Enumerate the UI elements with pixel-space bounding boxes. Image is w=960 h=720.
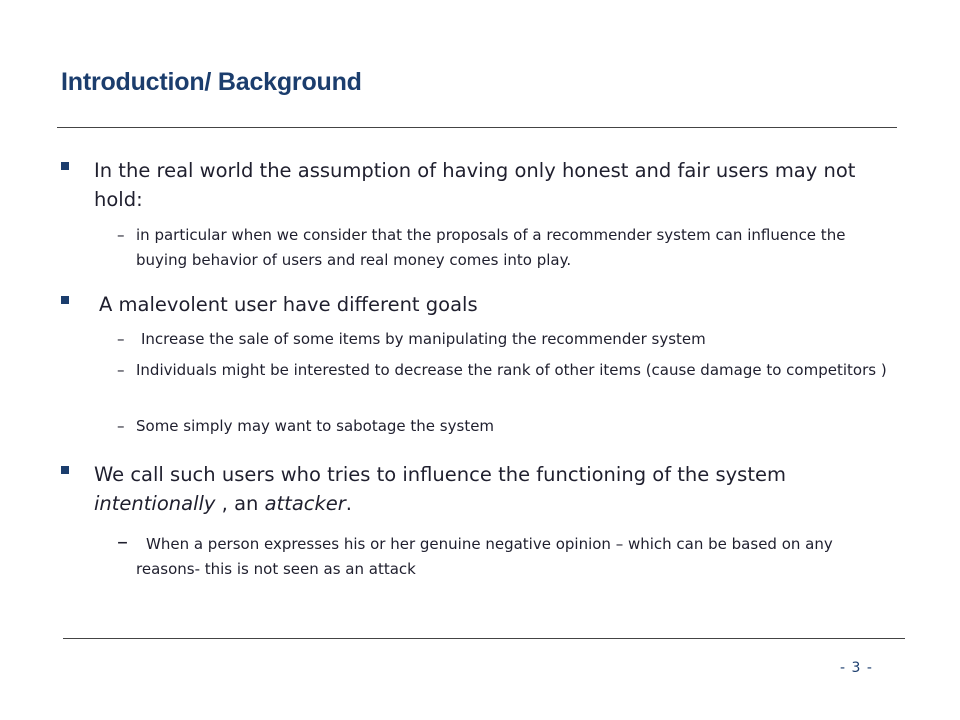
square-bullet-icon — [61, 466, 69, 474]
slide-title: Introduction/ Background — [61, 68, 362, 96]
bullet-text: In the real world the assumption of having only honest and fair users may not hold: — [94, 159, 856, 211]
dash-icon: – — [117, 330, 125, 348]
dash-icon: – — [117, 226, 125, 244]
sub-bullet-text: Individuals might be interested to decrease the rank of other items (cause damage to competitors ) — [136, 361, 887, 379]
dash-icon: – — [117, 361, 125, 379]
dash-icon: – — [117, 530, 128, 555]
sub-bullet-text: in particular when we consider that the proposals of a recommender system can influence the buying behavior of users and real money comes into play. — [136, 226, 846, 269]
square-bullet-icon — [61, 296, 69, 304]
dash-icon: – — [117, 417, 125, 435]
sub-bullet-text: Increase the sale of some items by manipulating the recommender system — [141, 330, 706, 348]
footer-divider — [63, 638, 905, 639]
title-divider — [57, 127, 897, 128]
square-bullet-icon — [61, 162, 69, 170]
sub-bullet-text: When a person expresses his or her genuine negative opinion – which can be based on any reasons- this is not seen as an attack — [136, 535, 833, 578]
bullet-text: We call such users who tries to influence the functioning of the system intentionally , an attacker. — [94, 463, 786, 515]
page-number: - 3 - — [840, 660, 873, 676]
bullet-text: A malevolent user have different goals — [99, 293, 478, 316]
sub-bullet-text: Some simply may want to sabotage the system — [136, 417, 495, 435]
